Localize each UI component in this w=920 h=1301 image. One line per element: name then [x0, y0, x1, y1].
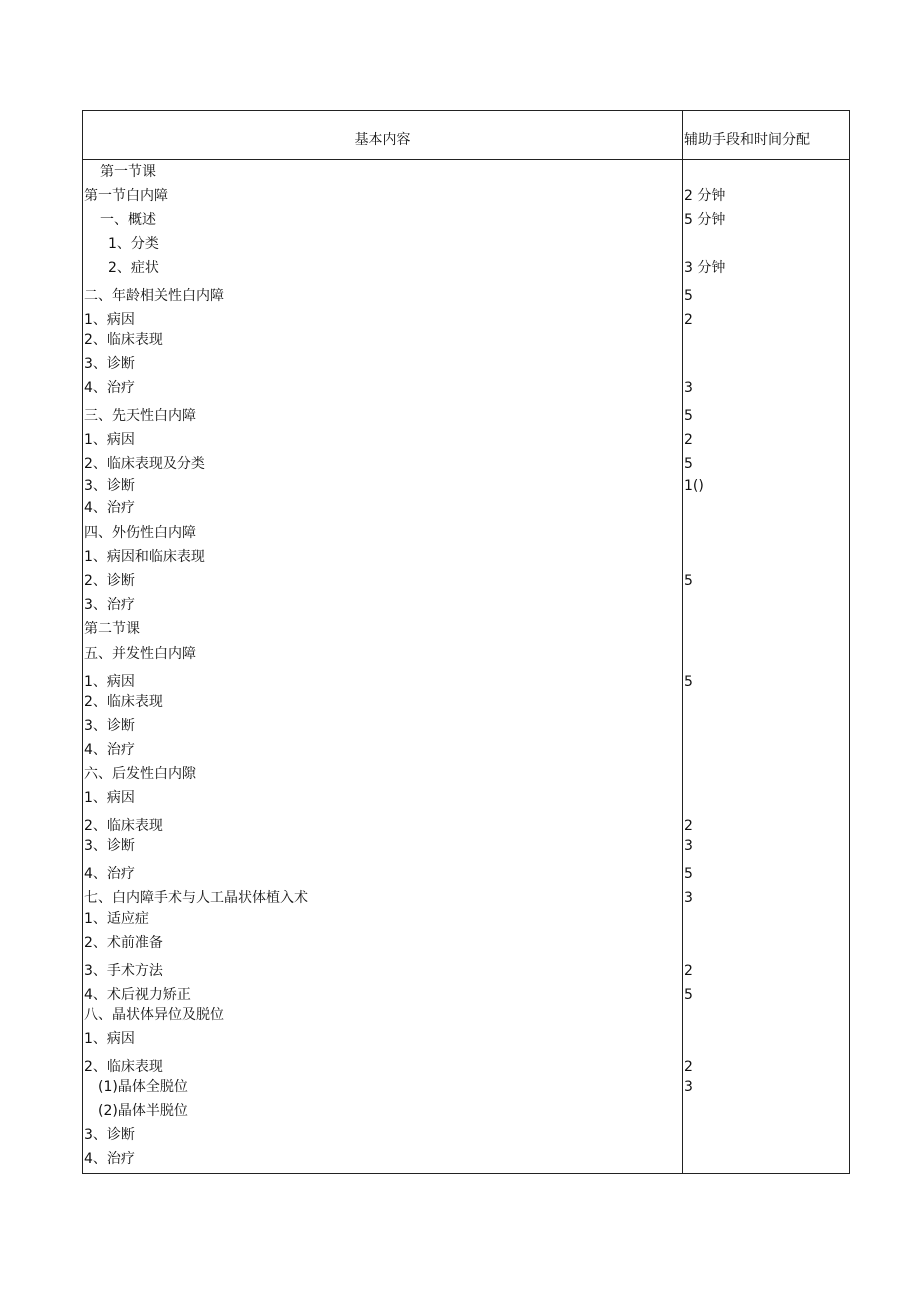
header-content: 基本内容 [354, 132, 411, 148]
row-content: 七、白内障手术与人工晶状体植入术 [84, 890, 308, 906]
row-content: 六、后发性白内隙 [84, 766, 196, 782]
row-content: 4、治疗 [84, 380, 135, 396]
column-divider [682, 111, 683, 1173]
row-aux: 5 分钟 [684, 212, 726, 228]
row-content: 3、诊断 [84, 478, 135, 494]
row-content: 一、概述 [100, 212, 156, 228]
lesson-plan-table [82, 110, 850, 1174]
row-aux: 2 [684, 312, 693, 328]
row-content: 4、治疗 [84, 742, 135, 758]
row-aux: 3 [684, 1079, 693, 1095]
row-content: 3、诊断 [84, 1127, 135, 1143]
row-content: 3、手术方法 [84, 963, 163, 979]
row-aux: 5 [684, 573, 693, 589]
row-aux: 2 分钟 [684, 188, 726, 204]
row-content: 2、临床表现 [84, 694, 163, 710]
row-content: 3、诊断 [84, 838, 135, 854]
row-content: 1、病因 [84, 674, 135, 690]
row-content: 4、治疗 [84, 1151, 135, 1167]
row-aux: 3 [684, 890, 693, 906]
row-aux: 5 [684, 674, 693, 690]
header-aux: 辅助手段和时间分配 [684, 132, 810, 148]
row-aux: 2 [684, 818, 693, 834]
row-content: 2、临床表现 [84, 818, 163, 834]
row-aux: 5 [684, 866, 693, 882]
row-aux: 3 [684, 380, 693, 396]
row-content: 1、病因 [84, 312, 135, 328]
row-content: 4、治疗 [84, 866, 135, 882]
row-content: 2、术前准备 [84, 935, 163, 951]
row-aux: 5 [684, 987, 693, 1003]
row-content: (2)晶体半脱位 [98, 1103, 188, 1119]
row-aux: 2 [684, 1059, 693, 1075]
row-content: 2、症状 [108, 260, 159, 276]
row-content: 第一节课 [100, 164, 156, 180]
row-aux: 3 [684, 838, 693, 854]
row-content: 第二节课 [84, 621, 140, 637]
row-content: 1、病因 [84, 1031, 135, 1047]
row-content: 1、病因 [84, 432, 135, 448]
row-content: 八、晶状体异位及脱位 [84, 1007, 224, 1023]
row-content: 2、临床表现及分类 [84, 456, 205, 472]
row-aux: 1() [684, 478, 704, 494]
row-content: 1、适应症 [84, 911, 149, 927]
row-aux: 2 [684, 432, 693, 448]
row-content: 1、分类 [108, 236, 159, 252]
row-content: 4、术后视力矫正 [84, 987, 191, 1003]
row-aux: 5 [684, 408, 693, 424]
row-content: 2、临床表现 [84, 1059, 163, 1075]
row-content: 第一节白内障 [84, 188, 168, 204]
row-content: 五、并发性白内障 [84, 646, 196, 662]
row-content: 四、外伤性白内障 [84, 525, 196, 541]
row-aux: 5 [684, 456, 693, 472]
row-content: 3、治疗 [84, 597, 135, 613]
row-aux: 5 [684, 288, 693, 304]
row-content: 2、临床表现 [84, 332, 163, 348]
row-content: 二、年龄相关性白内障 [84, 288, 224, 304]
row-aux: 3 分钟 [684, 260, 726, 276]
row-content: 1、病因 [84, 790, 135, 806]
row-content: 4、治疗 [84, 500, 135, 516]
row-content: 1、病因和临床表现 [84, 549, 205, 565]
row-content: 3、诊断 [84, 356, 135, 372]
row-content: 2、诊断 [84, 573, 135, 589]
row-content: 三、先天性白内障 [84, 408, 196, 424]
row-content: (1)晶体全脱位 [98, 1079, 188, 1095]
row-content: 3、诊断 [84, 718, 135, 734]
row-aux: 2 [684, 963, 693, 979]
table-header [83, 111, 849, 160]
